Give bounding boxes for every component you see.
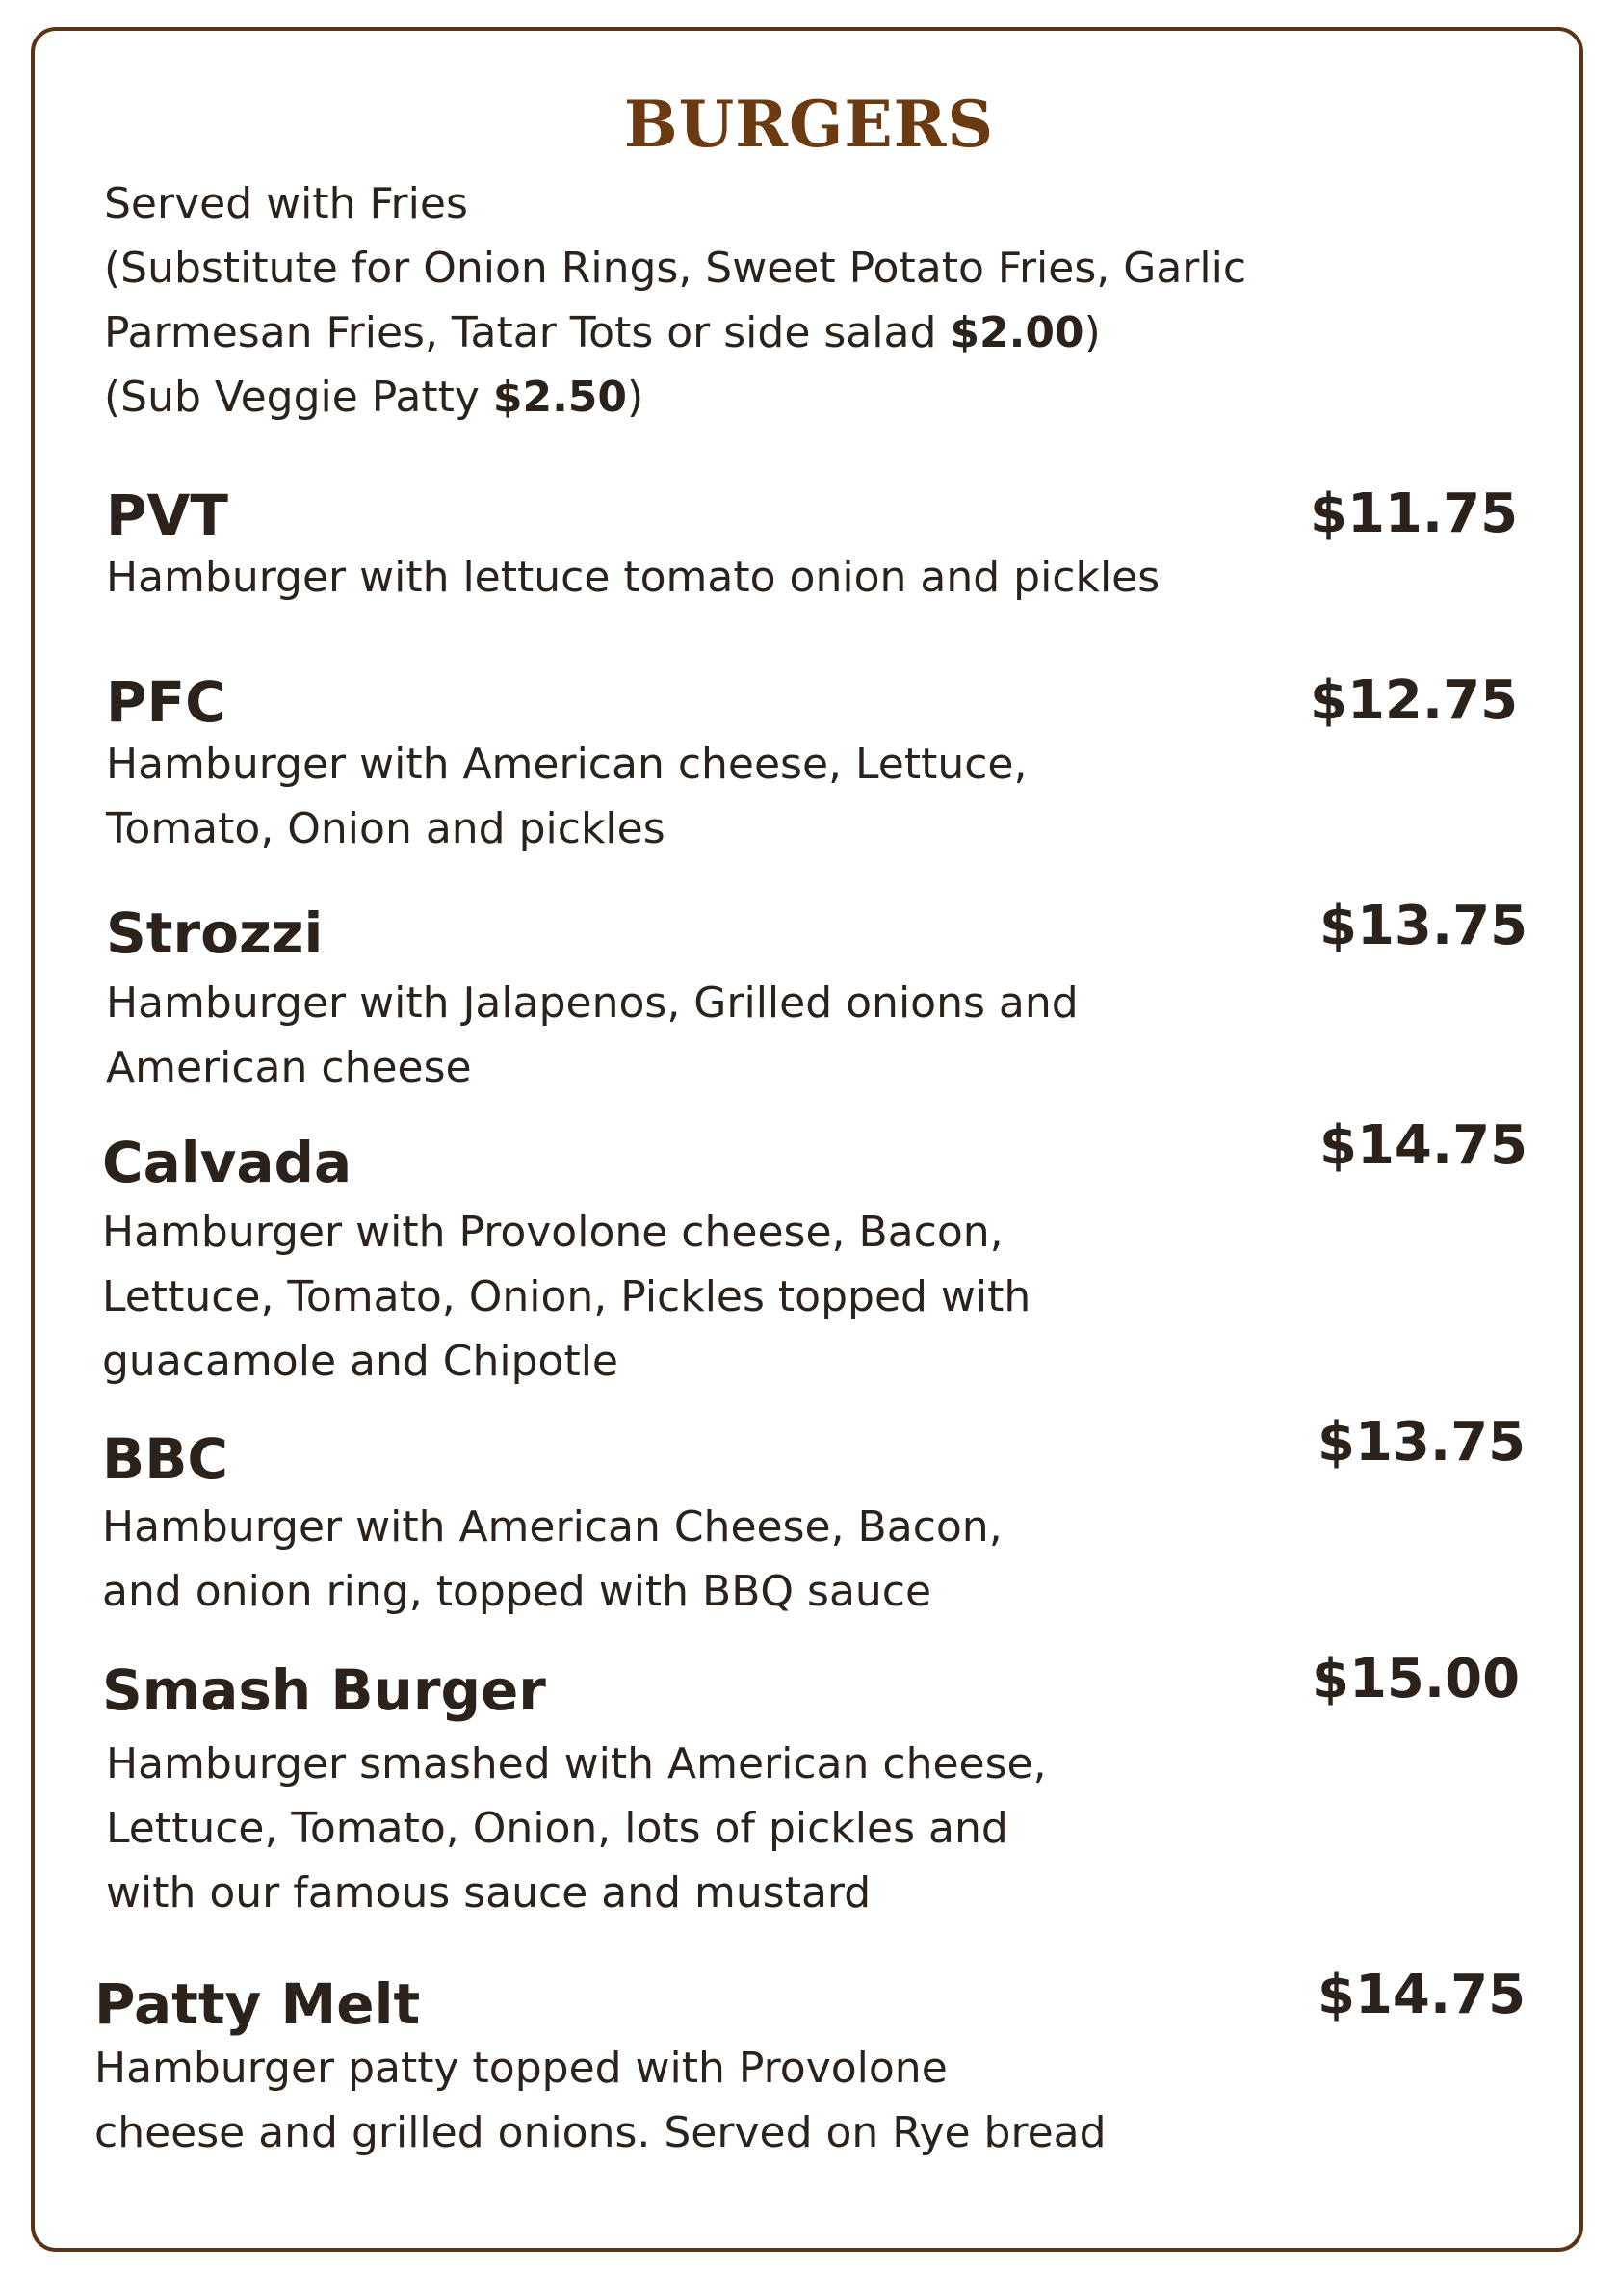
description-line: Tomato, Onion and pickles [106,804,665,853]
description-line: Hamburger with American cheese, Lettuce, [106,740,1028,789]
description-line: Lettuce, Tomato, Onion, lots of pickles and [106,1804,1008,1853]
menu-item-description [102,1495,1003,1624]
menu-item-price: $13.75 [1318,1411,1527,1474]
intro-line-4-end: ) [627,373,644,422]
intro-line-4 [104,365,1246,430]
description-line: Hamburger patty topped with Provolone [94,2044,948,2093]
side-substitute-price: $2.00 [950,308,1084,357]
description-line: Hamburger with lettuce tomato onion and pickles [106,553,1161,602]
intro-line-1: Served with Fries [104,179,468,228]
menu-item-name: PVT [106,483,228,548]
description-line: cheese and grilled onions. Served on Rye bread [94,2108,1107,2157]
description-line: Hamburger with Provolone cheese, Bacon, [102,1208,1004,1257]
menu-item-price: $12.75 [1310,669,1519,732]
menu-title: BURGERS [623,87,995,162]
menu-item-name: PFC [106,669,226,735]
menu-item-description [106,545,1160,610]
menu-item-price: $15.00 [1312,1648,1521,1710]
menu-item-name: Strozzi [106,900,324,966]
menu-item-description [94,2036,1107,2165]
intro-line-3-end: ) [1083,308,1101,357]
description-line: Hamburger smashed with American cheese, [106,1739,1047,1788]
menu-item-description [102,1200,1031,1394]
description-line: Hamburger with American Cheese, Bacon, [102,1502,1003,1552]
menu-item-description [106,732,1027,861]
description-line: with our famous sauce and mustard [106,1868,872,1918]
menu-item-name: Smash Burger [102,1657,546,1723]
description-line: American cheese [106,1043,472,1092]
intro-line-4-text: (Sub Veggie Patty [104,373,493,422]
menu-item-description [106,1732,1047,1925]
description-line: and onion ring, topped with BBQ sauce [102,1567,932,1616]
menu-item-description [106,971,1079,1100]
description-line: Lettuce, Tomato, Onion, Pickles topped with [102,1272,1031,1321]
menu-intro [104,171,1246,430]
menu-item-name: Calvada [102,1130,352,1195]
intro-line-2: (Substitute for Onion Rings, Sweet Potato Fries, Garlic [104,244,1247,293]
menu-item-price: $13.75 [1319,895,1528,957]
veggie-patty-price: $2.50 [492,373,628,422]
menu-item-price: $11.75 [1310,483,1519,545]
description-line: Hamburger with Jalapenos, Grilled onions and [106,978,1079,1028]
menu-item-name: Patty Melt [94,1971,421,2037]
intro-line-3 [104,300,1246,365]
intro-line-3-text: Parmesan Fries, Tatar Tots or side salad [104,308,951,357]
menu-item-price: $14.75 [1319,1114,1528,1177]
menu-item-price: $14.75 [1318,1964,1527,2026]
description-line: guacamole and Chipotle [102,1337,618,1386]
menu-item-name: BBC [102,1426,228,1492]
